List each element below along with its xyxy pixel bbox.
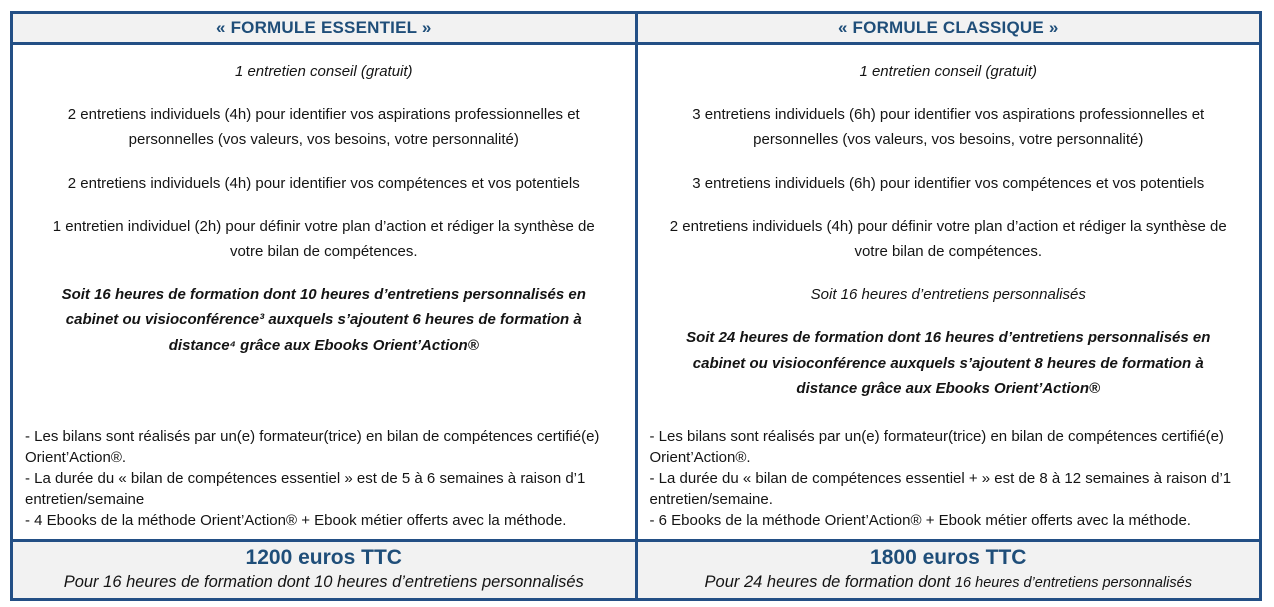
formule-classique-header: « FORMULE CLASSIQUE »: [638, 14, 1260, 45]
formule-essentiel-body: [13, 45, 635, 539]
formule-essentiel-footer: [13, 539, 635, 598]
classique-entretiens-aspirations: 3 entretiens individuels (6h) pour identifier vos aspirations professionnelles et personnelles (vos valeurs, vos besoins, votre personnalité): [692, 106, 1205, 149]
essentiel-entretien-conseil: 1 entretien conseil (gratuit): [234, 63, 413, 80]
essentiel-price: 1200 euros TTC: [245, 546, 402, 569]
essentiel-note-ebooks: - 4 Ebooks de la méthode Orient’Action® + Ebook métier offerts avec la méthode.: [25, 512, 567, 529]
essentiel-total-heures-summary: Soit 16 heures de formation dont 10 heures d’entretiens personnalisés en cabinet ou visioconférence³ auxquels s’ajoutent 6 heures de formation à distance⁴ grâce aux Ebooks Orient’Action®: [61, 286, 586, 354]
classique-entretiens-plan-action: 2 entretiens individuels (4h) pour définir votre plan d’action et rédiger la synthèse de votre bilan de compétences.: [669, 217, 1227, 260]
column-formule-classique: [635, 14, 1260, 598]
essentiel-note-formateur: - Les bilans sont réalisés par un(e) formateur(trice) en bilan de compétences certifié(e) Orient’Action®.: [25, 428, 600, 466]
classique-entretiens-competences: 3 entretiens individuels (6h) pour identifier vos compétences et vos potentiels: [692, 174, 1205, 192]
formule-essentiel-header: « FORMULE ESSENTIEL »: [13, 14, 635, 45]
essentiel-price-detail: Pour 16 heures de formation dont 10 heures d’entretiens personnalisés: [63, 573, 584, 592]
classique-price-detail-hours: 16 heures d’entretiens personnalisés: [954, 575, 1192, 592]
classique-note-formateur: - Les bilans sont réalisés par un(e) formateur(trice) en bilan de compétences certifié(e) Orient’Action®.: [649, 428, 1224, 466]
classique-total-heures-summary: Soit 24 heures de formation dont 16 heures d’entretiens personnalisés en cabinet ou visioconférence auxquels s’ajoutent 8 heures de formation à distance grâce aux Ebooks Orient’Action®: [686, 329, 1211, 397]
essentiel-entretien-plan-action: 1 entretien individuel (2h) pour définir votre plan d’action et rédiger la synthèse de votre bilan de compétences.: [52, 217, 595, 260]
formule-classique-footer: [638, 539, 1260, 598]
classique-price-detail: [638, 571, 1260, 594]
classique-note-ebooks: - 6 Ebooks de la méthode Orient’Action® + Ebook métier offerts avec la méthode.: [649, 512, 1191, 529]
classique-notes: [646, 426, 1252, 531]
column-formule-essentiel: [13, 14, 635, 598]
essentiel-notes: [21, 426, 627, 531]
classique-price-detail-main: Pour 24 heures de formation dont: [704, 573, 955, 592]
classique-note-duree: - La durée du « bilan de compétences essentiel + » est de 8 à 12 semaines à raison d’1 entretien/semaine.: [649, 470, 1232, 508]
essentiel-entretiens-aspirations: 2 entretiens individuels (4h) pour identifier vos aspirations professionnelles et personnelles (vos valeurs, vos besoins, votre personnalité): [67, 106, 580, 149]
classique-price: 1800 euros TTC: [870, 546, 1027, 569]
classique-entretien-conseil: 1 entretien conseil (gratuit): [859, 63, 1038, 80]
formules-comparison-table: [10, 11, 1262, 601]
essentiel-entretiens-competences: 2 entretiens individuels (4h) pour identifier vos compétences et vos potentiels: [67, 174, 580, 192]
classique-heures-entretiens-summary: Soit 16 heures d’entretiens personnalisés: [810, 286, 1086, 304]
pricing-comparison-document: [10, 11, 1262, 601]
formule-classique-body: [638, 45, 1260, 539]
essentiel-note-duree: - La durée du « bilan de compétences essentiel » est de 5 à 6 semaines à raison d’1 entretien/semaine: [25, 470, 586, 508]
